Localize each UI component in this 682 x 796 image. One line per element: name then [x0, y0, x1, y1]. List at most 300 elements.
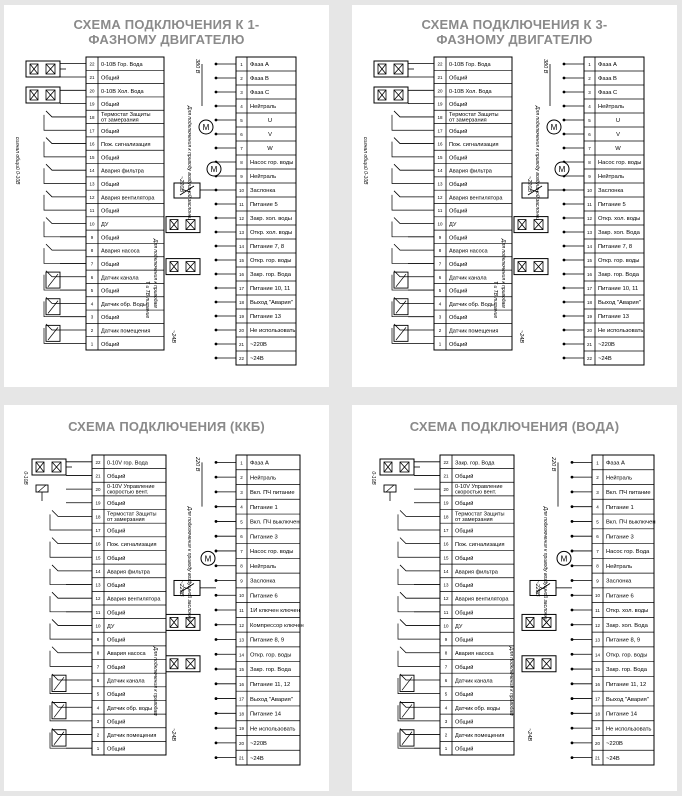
right-terminal-label: Вкл. ПЧ выключен — [250, 519, 300, 526]
right-terminal-label: Не использовать — [606, 726, 652, 733]
terminal-dot — [215, 273, 218, 276]
right-terminal-number: 10 — [238, 188, 245, 193]
left-terminal-label: Общий — [107, 610, 126, 617]
left-terminal-number: 19 — [437, 101, 443, 107]
right-terminal-label: Фаза А — [598, 62, 617, 69]
terminal-dot — [215, 343, 218, 346]
left-terminal-number: 12 — [443, 596, 449, 602]
right-terminal-number: 17 — [594, 696, 601, 702]
left-terminal-label: Авария насоса — [449, 248, 488, 255]
right-terminal-label: Питание 7, 8 — [598, 244, 633, 251]
terminal-dot — [563, 203, 566, 206]
right-terminal-number: 12 — [586, 216, 593, 221]
terminal-dot — [215, 357, 218, 360]
right-terminal-label: 1И ключен ключен — [250, 608, 300, 615]
right-terminal-label: Закр. гор. Вода — [250, 667, 291, 674]
contact-symbol — [46, 217, 60, 223]
right-terminal-label: Питание 3 — [250, 534, 278, 541]
right-terminal-number: 20 — [238, 328, 245, 333]
left-terminal-label: Авария вентилятора — [107, 596, 161, 603]
right-terminal-number: 2 — [596, 475, 599, 481]
contact-symbol — [46, 191, 60, 197]
terminal-dot — [215, 623, 218, 626]
left-terminal-label: Общий — [449, 235, 468, 242]
right-terminal-number: 4 — [240, 104, 243, 109]
left-terminal-number: 2 — [96, 732, 100, 738]
left-terminal-label: Датчик помещения — [101, 328, 151, 335]
left-terminal-label: Общий — [455, 664, 474, 671]
left-terminal-label: Общий — [101, 75, 120, 82]
left-terminal-number: 21 — [437, 74, 443, 80]
left-terminal-label: Общий — [455, 637, 474, 644]
left-terminal-label: Общий — [107, 746, 126, 753]
right-terminal-number: 13 — [594, 637, 601, 643]
left-terminal-label: Пож. сигнализация — [107, 542, 157, 549]
left-terminal-label: Авария фильтра — [107, 569, 150, 576]
valve-drive-hot-water — [522, 656, 556, 672]
left-terminal-label: 0-10В Гор. Вода — [449, 62, 491, 69]
left-terminal-number: 20 — [95, 487, 101, 493]
left-terminal-number: 15 — [443, 555, 449, 561]
voltage-24-label: ~24В — [170, 330, 176, 343]
right-terminal-label: Откр. хол. воды — [606, 608, 649, 615]
terminal-dot — [215, 741, 218, 744]
right-terminal-label: Вкл. ПЧ питание — [250, 490, 295, 497]
right-terminal-label: U — [267, 118, 273, 125]
right-terminal-label: Не использовать — [250, 328, 296, 335]
left-terminal-label: 0-10V Управление скоростью вент. — [455, 484, 503, 496]
right-terminal-number: 15 — [586, 258, 593, 263]
valve-caption: Для подключения к приводам — [152, 239, 158, 308]
terminal-dot — [571, 623, 574, 626]
right-terminal-label: Заслонка — [598, 188, 624, 195]
voltage-220-label: ~220В — [178, 176, 184, 193]
terminal-dot — [571, 727, 574, 730]
left-terminal-label: Общий — [449, 155, 468, 162]
right-terminal-number: 9 — [596, 578, 599, 584]
right-terminal-label: Заслонка — [250, 188, 276, 195]
right-terminal-number: 9 — [240, 174, 243, 179]
terminal-dot — [563, 343, 566, 346]
terminal-dot — [563, 357, 566, 360]
right-terminal-number: 11 — [595, 608, 600, 613]
right-terminal-label: Нейтраль — [598, 174, 625, 181]
left-terminal-number: 10 — [95, 623, 101, 629]
terminal-dot — [215, 217, 218, 220]
left-terminal-number: 11 — [89, 208, 95, 214]
left-terminal-label: Общий — [107, 719, 126, 726]
right-terminal-label: Питание 13 — [598, 314, 629, 321]
contact-symbol — [46, 138, 60, 144]
left-terminal-label: Общий — [449, 341, 468, 348]
svg-text:M: M — [210, 165, 218, 174]
contact-symbol — [394, 217, 408, 223]
valve-caption: Для подключения к приводам — [500, 239, 506, 308]
left-terminal-label: Авария насоса — [107, 651, 146, 658]
terminal-dot — [215, 594, 218, 597]
left-terminal-number: 17 — [437, 128, 443, 134]
right-terminal-number: 16 — [238, 272, 245, 277]
left-terminal-number: 14 — [89, 168, 95, 174]
right-terminal-number: 21 — [238, 755, 245, 761]
right-terminal-number: 2 — [240, 76, 243, 81]
left-terminal-label: ДУ — [449, 221, 457, 228]
right-terminal-label: Фаза C — [250, 90, 270, 97]
left-terminal-number: 7 — [438, 261, 442, 267]
damper-caption: Для подключения к приводу воздушной заслонки — [186, 106, 192, 220]
terminal-dot — [563, 259, 566, 262]
left-terminal-number: 15 — [437, 154, 443, 160]
right-terminal-number: 19 — [238, 726, 245, 732]
right-terminal-number: 5 — [596, 519, 599, 525]
right-terminal-label: Нейтраль — [250, 563, 277, 570]
valve-drive-hot-water — [514, 259, 548, 275]
panel-title: СХЕМА ПОДКЛЮЧЕНИЯ К 3-ФАЗНОМУ ДВИГАТЕЛЮ — [421, 17, 608, 47]
terminal-dot — [215, 147, 218, 150]
left-terminal-label: Датчик обр. Воды — [101, 301, 147, 308]
svg-text:M: M — [550, 123, 558, 132]
left-terminal-label: Общий — [107, 555, 126, 562]
right-terminal-number: 18 — [594, 711, 601, 717]
left-terminal-number: 22 — [443, 459, 449, 465]
right-terminal-number: 12 — [594, 622, 601, 628]
right-terminal-label: Закр. хол. Вода — [606, 622, 648, 629]
left-terminal-number: 21 — [89, 74, 95, 80]
terminal-dot — [215, 727, 218, 730]
left-terminal-label: Общий — [449, 75, 468, 82]
left-terminal-number: 20 — [89, 88, 95, 94]
terminal-dot — [571, 461, 574, 464]
left-terminal-label: Общий — [455, 692, 474, 699]
right-terminal-number: 13 — [238, 230, 245, 235]
right-terminal-number: 14 — [586, 244, 593, 249]
right-terminal-label: Закр. гор. Вода — [250, 272, 291, 279]
right-terminal-label: V — [616, 132, 620, 139]
terminal-dot — [215, 682, 218, 685]
terminal-dot — [563, 287, 566, 290]
left-terminal-number: 10 — [89, 221, 95, 227]
left-terminal-number: 9 — [90, 234, 94, 240]
left-terminal-number: 6 — [90, 274, 94, 280]
terminal-dot — [571, 609, 574, 612]
contact-symbol — [400, 619, 414, 625]
right-terminal-label: Нейтраль — [250, 475, 277, 482]
right-terminal-number: 20 — [238, 740, 245, 746]
right-terminal-label: Фаза C — [598, 90, 618, 97]
left-terminal-label: Авария фильтра — [101, 168, 144, 175]
svg-text:M: M — [202, 123, 210, 132]
right-terminal-number: 16 — [586, 272, 593, 277]
fan-motor-icon — [199, 120, 213, 134]
right-terminal-label: Выход "Авария" — [598, 300, 641, 307]
left-terminal-label: ДУ — [101, 221, 109, 228]
panel-water — [352, 405, 677, 791]
right-terminal-number: 12 — [238, 216, 245, 221]
contact-symbol — [400, 647, 414, 653]
right-terminal-label: ~220В — [606, 741, 623, 748]
left-terminal-number: 19 — [95, 500, 101, 506]
terminal-dot — [215, 476, 218, 479]
left-terminal-number: 3 — [444, 718, 448, 724]
left-terminal-label: Датчик канала — [107, 678, 145, 685]
right-terminal-label: ~24В — [250, 356, 264, 363]
left-terminal-number: 14 — [443, 568, 449, 574]
terminal-dot — [571, 505, 574, 508]
left-terminal-number: 13 — [95, 582, 101, 588]
terminal-dot — [215, 653, 218, 656]
left-terminal-label: 0-10V Управление скоростью вент. — [107, 484, 155, 496]
left-terminal-number: 2 — [90, 328, 94, 334]
terminal-dot — [215, 579, 218, 582]
left-terminal-number: 15 — [89, 154, 95, 160]
panel-title: СХЕМА ПОДКЛЮЧЕНИЯ (ВОДА) — [409, 419, 620, 434]
right-terminal-number: 11 — [239, 608, 244, 613]
terminal-dot — [563, 245, 566, 248]
left-terminal-label: Пож. сигнализация — [101, 142, 151, 149]
right-terminal-label: Компрессор ключен — [250, 622, 304, 629]
left-terminal-label: Общий — [101, 155, 120, 162]
right-terminal-number: 5 — [588, 118, 591, 123]
valve-drive-cold-water — [166, 217, 200, 233]
left-terminal-label: Общий — [101, 288, 120, 295]
terminal-dot — [215, 491, 218, 494]
terminal-dot — [215, 259, 218, 262]
left-terminal-number: 11 — [95, 609, 101, 615]
terminal-dot — [215, 63, 218, 66]
left-terminal-number: 9 — [96, 637, 100, 643]
left-terminal-number: 18 — [437, 114, 443, 120]
right-terminal-label: Питание 14 — [250, 711, 281, 718]
supply-voltage-label: 220 В — [550, 457, 556, 472]
valve-drive-cold-water — [514, 217, 548, 233]
left-terminal-label: Общий — [449, 315, 468, 322]
right-terminal-number: 17 — [586, 286, 593, 291]
left-terminal-number: 6 — [438, 274, 442, 280]
left-terminal-label: Общий — [101, 315, 120, 322]
contact-symbol — [52, 619, 66, 625]
right-terminal-label: ~220В — [250, 741, 267, 748]
left-terminal-label: Общий — [449, 261, 468, 268]
analog-output-hot-water — [32, 459, 66, 475]
left-terminal-label: Общий — [101, 261, 120, 268]
pump-motor-icon — [207, 162, 221, 176]
right-terminal-number: 1 — [588, 62, 591, 67]
left-terminal-label: Датчик канала — [449, 275, 487, 282]
right-terminal-number: 3 — [588, 90, 591, 95]
contact-symbol — [52, 592, 66, 598]
left-terminal-label: Пож. сигнализация — [449, 142, 499, 149]
right-terminal-label: Закр. хол. воды — [250, 216, 292, 223]
terminal-dot — [215, 505, 218, 508]
left-terminal-label: Термостат Защиты от замерзания — [455, 511, 505, 523]
terminal-dot — [215, 329, 218, 332]
right-terminal-number: 1 — [240, 62, 243, 67]
contact-symbol — [394, 111, 408, 117]
left-terminal-label: ДУ — [455, 623, 463, 630]
left-terminal-number: 18 — [95, 514, 101, 520]
left-terminal-label: Авария вентилятора — [449, 195, 503, 202]
right-terminal-label: Заслонка — [606, 578, 632, 585]
terminal-dot — [571, 682, 574, 685]
right-terminal-label: U — [615, 118, 621, 125]
right-terminal-number: 10 — [586, 188, 593, 193]
left-terminal-label: Пож. сигнализация — [455, 542, 505, 549]
terminal-dot — [571, 520, 574, 523]
left-terminal-number: 16 — [89, 141, 95, 147]
left-terminal-label: Общий — [449, 102, 468, 109]
panel-1-phase-motor — [4, 5, 329, 387]
right-terminal-number: 6 — [596, 534, 599, 540]
wiring-diagram — [352, 405, 677, 791]
right-terminal-label: Питание 8, 9 — [606, 637, 641, 644]
left-terminal-label: Термостат Защиты от замерзания — [107, 511, 157, 523]
right-terminal-label: Насос гор. воды — [250, 549, 294, 556]
left-terminal-label: 0-10В Хол. Вода — [449, 88, 492, 95]
right-terminal-label: Питание 10, 11 — [598, 286, 639, 293]
right-terminal-label: Питание 8, 9 — [250, 637, 285, 644]
contact-symbol — [394, 244, 408, 250]
right-terminal-number: 9 — [588, 174, 591, 179]
terminal-dot — [571, 712, 574, 715]
terminal-dot — [571, 579, 574, 582]
right-terminal-number: 14 — [238, 652, 245, 658]
right-terminal-number: 20 — [594, 740, 601, 746]
left-terminal-number: 10 — [443, 623, 449, 629]
terminal-dot — [563, 63, 566, 66]
right-terminal-label: Не использовать — [250, 726, 296, 733]
right-terminal-number: 19 — [594, 726, 601, 732]
left-terminal-number: 19 — [89, 101, 95, 107]
terminal-dot — [571, 476, 574, 479]
right-terminal-number: 19 — [586, 314, 593, 319]
terminal-dot — [563, 329, 566, 332]
left-terminal-label: Общий — [455, 610, 474, 617]
right-terminal-number: 19 — [238, 314, 245, 319]
left-terminal-label: Общий — [449, 288, 468, 295]
analog-output-hot-water — [26, 61, 60, 77]
fan-speed-controller — [36, 485, 48, 501]
right-terminal-label: Фаза А — [250, 62, 269, 69]
right-terminal-label: W — [267, 146, 273, 153]
right-terminal-number: 8 — [588, 160, 591, 165]
right-terminal-label: Выход "Авария" — [250, 696, 293, 703]
right-terminal-label: Откр. хол. воды — [598, 216, 641, 223]
left-terminal-label: Общий — [455, 746, 474, 753]
right-terminal-number: 14 — [594, 652, 601, 658]
terminal-dot — [215, 756, 218, 759]
pump-motor-icon — [557, 551, 571, 565]
right-terminal-number: 4 — [596, 504, 599, 510]
left-terminal-number: 4 — [96, 705, 100, 711]
fan-speed-controller — [384, 485, 396, 501]
right-terminal-label: ~24В — [250, 755, 264, 762]
right-terminal-number: 22 — [238, 356, 245, 361]
panel-kkb — [4, 405, 329, 791]
wiring-diagram — [4, 5, 329, 387]
right-terminal-label: ~24В — [598, 356, 612, 363]
supply-voltage-label: 380 В — [542, 59, 548, 74]
right-terminal-number: 5 — [240, 519, 243, 525]
terminal-dot — [215, 231, 218, 234]
left-terminal-number: 7 — [96, 664, 100, 670]
terminal-dot — [215, 668, 218, 671]
right-terminal-label: Нейтраль — [250, 104, 277, 111]
terminal-dot — [215, 535, 218, 538]
left-terminal-label: Общий — [455, 528, 474, 535]
left-terminal-number: 21 — [443, 473, 449, 479]
left-terminal-label: Датчик помещения — [449, 328, 499, 335]
right-terminal-number: 7 — [588, 146, 591, 151]
left-terminal-label: Авария насоса — [455, 651, 494, 658]
right-terminal-label: Питание 5 — [250, 202, 278, 209]
wiring-diagram — [352, 5, 677, 387]
valve-drive-hot-water — [166, 656, 200, 672]
right-terminal-number: 3 — [240, 489, 243, 495]
right-terminal-number: 10 — [238, 593, 245, 599]
right-terminal-label: Нейтраль — [598, 104, 625, 111]
terminal-dot — [215, 287, 218, 290]
contact-symbol — [400, 538, 414, 544]
terminal-dot — [215, 697, 218, 700]
left-terminal-number: 8 — [438, 248, 442, 254]
left-terminal-label: Общий — [107, 501, 126, 508]
left-terminal-label: ДУ — [107, 623, 115, 630]
left-terminal-label: Общий — [101, 235, 120, 242]
contact-symbol — [400, 592, 414, 598]
left-terminal-number: 4 — [90, 301, 94, 307]
right-terminal-label: Питание 1 — [606, 504, 634, 511]
left-terminal-label: Термостат Защиты от замерзания — [101, 111, 151, 124]
damper-caption: Для подключения к приводу воздушной заслонки — [186, 506, 192, 621]
right-terminal-number: 1 — [240, 460, 243, 466]
left-terminal-label: Датчик обр. воды — [455, 705, 501, 712]
left-terminal-label: Датчик помещения — [455, 733, 505, 740]
terminal-dot — [571, 756, 574, 759]
left-terminal-label: Общий — [455, 719, 474, 726]
contact-symbol — [46, 164, 60, 170]
analog-output-cold-water — [374, 87, 408, 103]
left-terminal-number: 6 — [444, 678, 448, 683]
left-terminal-number: 7 — [444, 664, 448, 670]
left-terminal-number: 13 — [437, 181, 443, 187]
left-terminal-number: 6 — [96, 678, 100, 683]
left-terminal-number: 3 — [438, 314, 442, 320]
svg-text:M: M — [560, 554, 568, 564]
left-terminal-number: 8 — [444, 650, 448, 656]
left-terminal-number: 10 — [437, 221, 443, 227]
contact-symbol — [52, 510, 66, 516]
contact-symbol — [52, 538, 66, 544]
left-terminal-number: 22 — [89, 61, 95, 67]
right-terminal-label: Вкл. ПЧ питание — [606, 490, 651, 497]
right-terminal-number: 21 — [586, 342, 593, 347]
terminal-dot — [215, 461, 218, 464]
voltage-220-label: ~220В — [526, 176, 532, 193]
right-terminal-number: 3 — [240, 90, 243, 95]
right-terminal-label: Откр. гор. воды — [250, 258, 292, 265]
contact-symbol — [52, 647, 66, 653]
voltage-24-label: ~24В — [526, 728, 532, 742]
right-terminal-number: 15 — [238, 258, 245, 263]
right-terminal-label: V — [268, 132, 272, 139]
right-terminal-label: Нейтраль — [606, 475, 633, 482]
right-terminal-number: 9 — [240, 578, 243, 584]
terminal-dot — [215, 609, 218, 612]
terminal-dot — [215, 91, 218, 94]
terminal-dot — [215, 550, 218, 553]
fan-motor-icon — [547, 120, 561, 134]
left-terminal-number: 11 — [443, 609, 449, 615]
